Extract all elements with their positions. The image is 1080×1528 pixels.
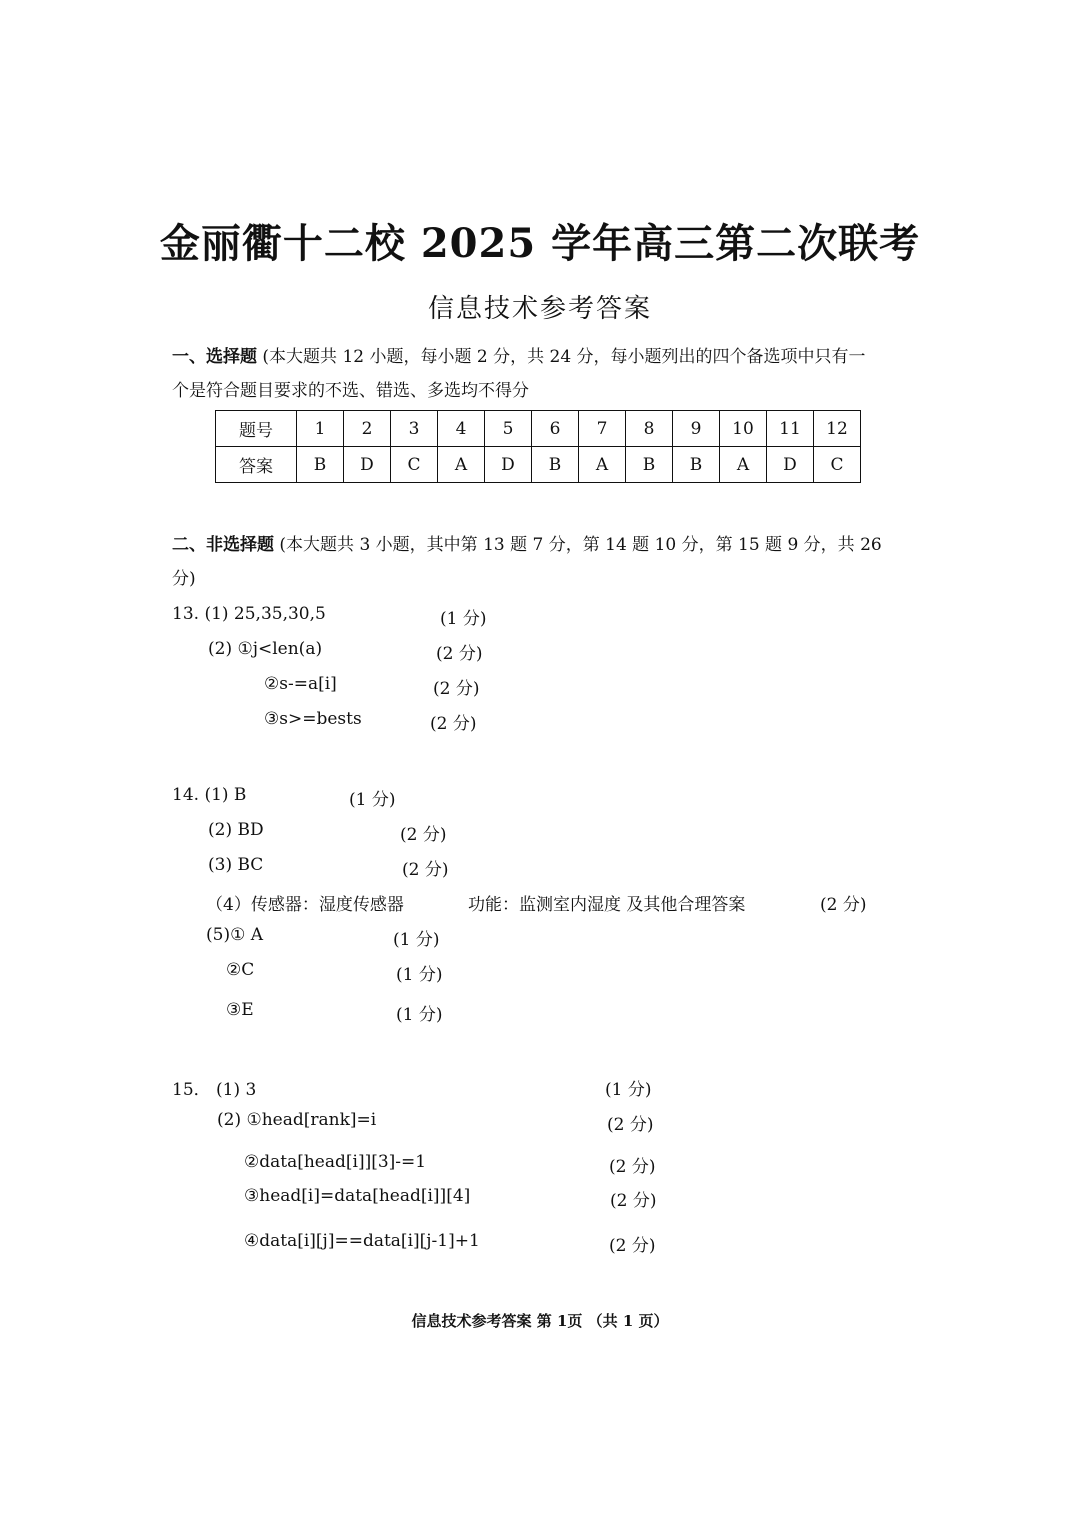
q13-line1: 13. (1) 25,35,30,5 [172,604,326,624]
q15-line2: (2) ①head[rank]=i [217,1110,377,1130]
q14-score7: (1 分) [396,1005,443,1025]
table-cell: C [391,447,438,483]
section2-text [172,528,882,596]
q14-line6: ②C [226,960,255,980]
q14-line4-sensor: （4）传感器：湿度传感器 [206,895,404,915]
page-subtitle: 信息技术参考答案 [427,294,652,324]
table-cell: B [673,447,720,483]
q14-line1: 14. (1) B [172,785,247,805]
section1-text [172,340,866,408]
section2-desc-line2: 分) [172,569,196,589]
q15-line3: ②data[head[i]][3]-=1 [244,1152,427,1172]
q14-line3: (3) BC [208,855,264,875]
q13-score3: (2 分) [433,679,480,699]
q13-score2: (2 分) [436,644,483,664]
answer-table [215,410,861,483]
q15-line1: 15． (1) 3 [172,1080,257,1100]
q14-score4: (2 分) [820,895,867,915]
q14-line5: (5)① A [206,925,264,945]
table-cell: A [720,447,767,483]
table-cell: 11 [767,411,814,447]
q14-score1: (1 分) [349,790,396,810]
table-cell: A [438,447,485,483]
section2-desc-line1: (本大题共 3 小题，其中第 13 题 7 分，第 14 题 10 分，第 15 题 9 分，共 26 [274,535,882,555]
section1-desc-line2: 个是符合题目要求的不选、错选、多选均不得分 [172,381,529,401]
section1-desc-line1: (本大题共 12 小题，每小题 2 分，共 24 分，每小题列出的四个备选项中只有一 [257,347,866,367]
table-cell: 7 [579,411,626,447]
table-header-answer: 答案 [216,447,297,483]
table-cell: D [344,447,391,483]
q14-line4-function: 功能：监测室内湿度 及其他合理答案 [468,895,746,915]
table-cell: A [579,447,626,483]
table-cell: D [485,447,532,483]
table-cell: 5 [485,411,532,447]
table-cell: 8 [626,411,673,447]
q15-line5: ④data[i][j]==data[i][j-1]+1 [244,1231,480,1251]
table-cell: 3 [391,411,438,447]
table-cell: 6 [532,411,579,447]
table-cell: B [532,447,579,483]
q13-line2: (2) ①j<len(a) [208,639,323,659]
q15-score2: (2 分) [607,1115,654,1135]
q15-score5: (2 分) [609,1236,656,1256]
q15-score1: (1 分) [605,1080,652,1100]
q13-line4: ③s>=bests [264,709,362,729]
q14-score5: (1 分) [393,930,440,950]
table-header-number: 题号 [216,411,297,447]
table-cell: B [297,447,344,483]
table-cell: C [814,447,861,483]
q15-line4: ③head[i]=data[head[i]][4] [244,1186,471,1206]
table-cell: 10 [720,411,767,447]
table-cell: 2 [344,411,391,447]
page-title: 金丽衢十二校 2025 学年高三第二次联考 [159,220,921,267]
section2-heading: 二、非选择题 [172,535,274,555]
q13-score4: (2 分) [430,714,477,734]
q13-line3: ②s-=a[i] [264,674,337,694]
q14-score3: (2 分) [402,860,449,880]
page-footer: 信息技术参考答案 第 1页 （共 1 页） [411,1312,669,1330]
q14-line2: (2) BD [208,820,264,840]
q15-score4: (2 分) [610,1191,657,1211]
q14-score6: (1 分) [396,965,443,985]
q13-score1: (1 分) [440,609,487,629]
table-cell: 9 [673,411,720,447]
table-cell: D [767,447,814,483]
table-cell: 4 [438,411,485,447]
table-row-numbers [216,411,861,447]
q15-score3: (2 分) [609,1157,656,1177]
q14-score2: (2 分) [400,825,447,845]
table-cell: 1 [297,411,344,447]
section1-heading: 一、选择题 [172,347,257,367]
table-cell: 12 [814,411,861,447]
q14-line7: ③E [226,1000,254,1020]
table-row-answers [216,447,861,483]
table-cell: B [626,447,673,483]
